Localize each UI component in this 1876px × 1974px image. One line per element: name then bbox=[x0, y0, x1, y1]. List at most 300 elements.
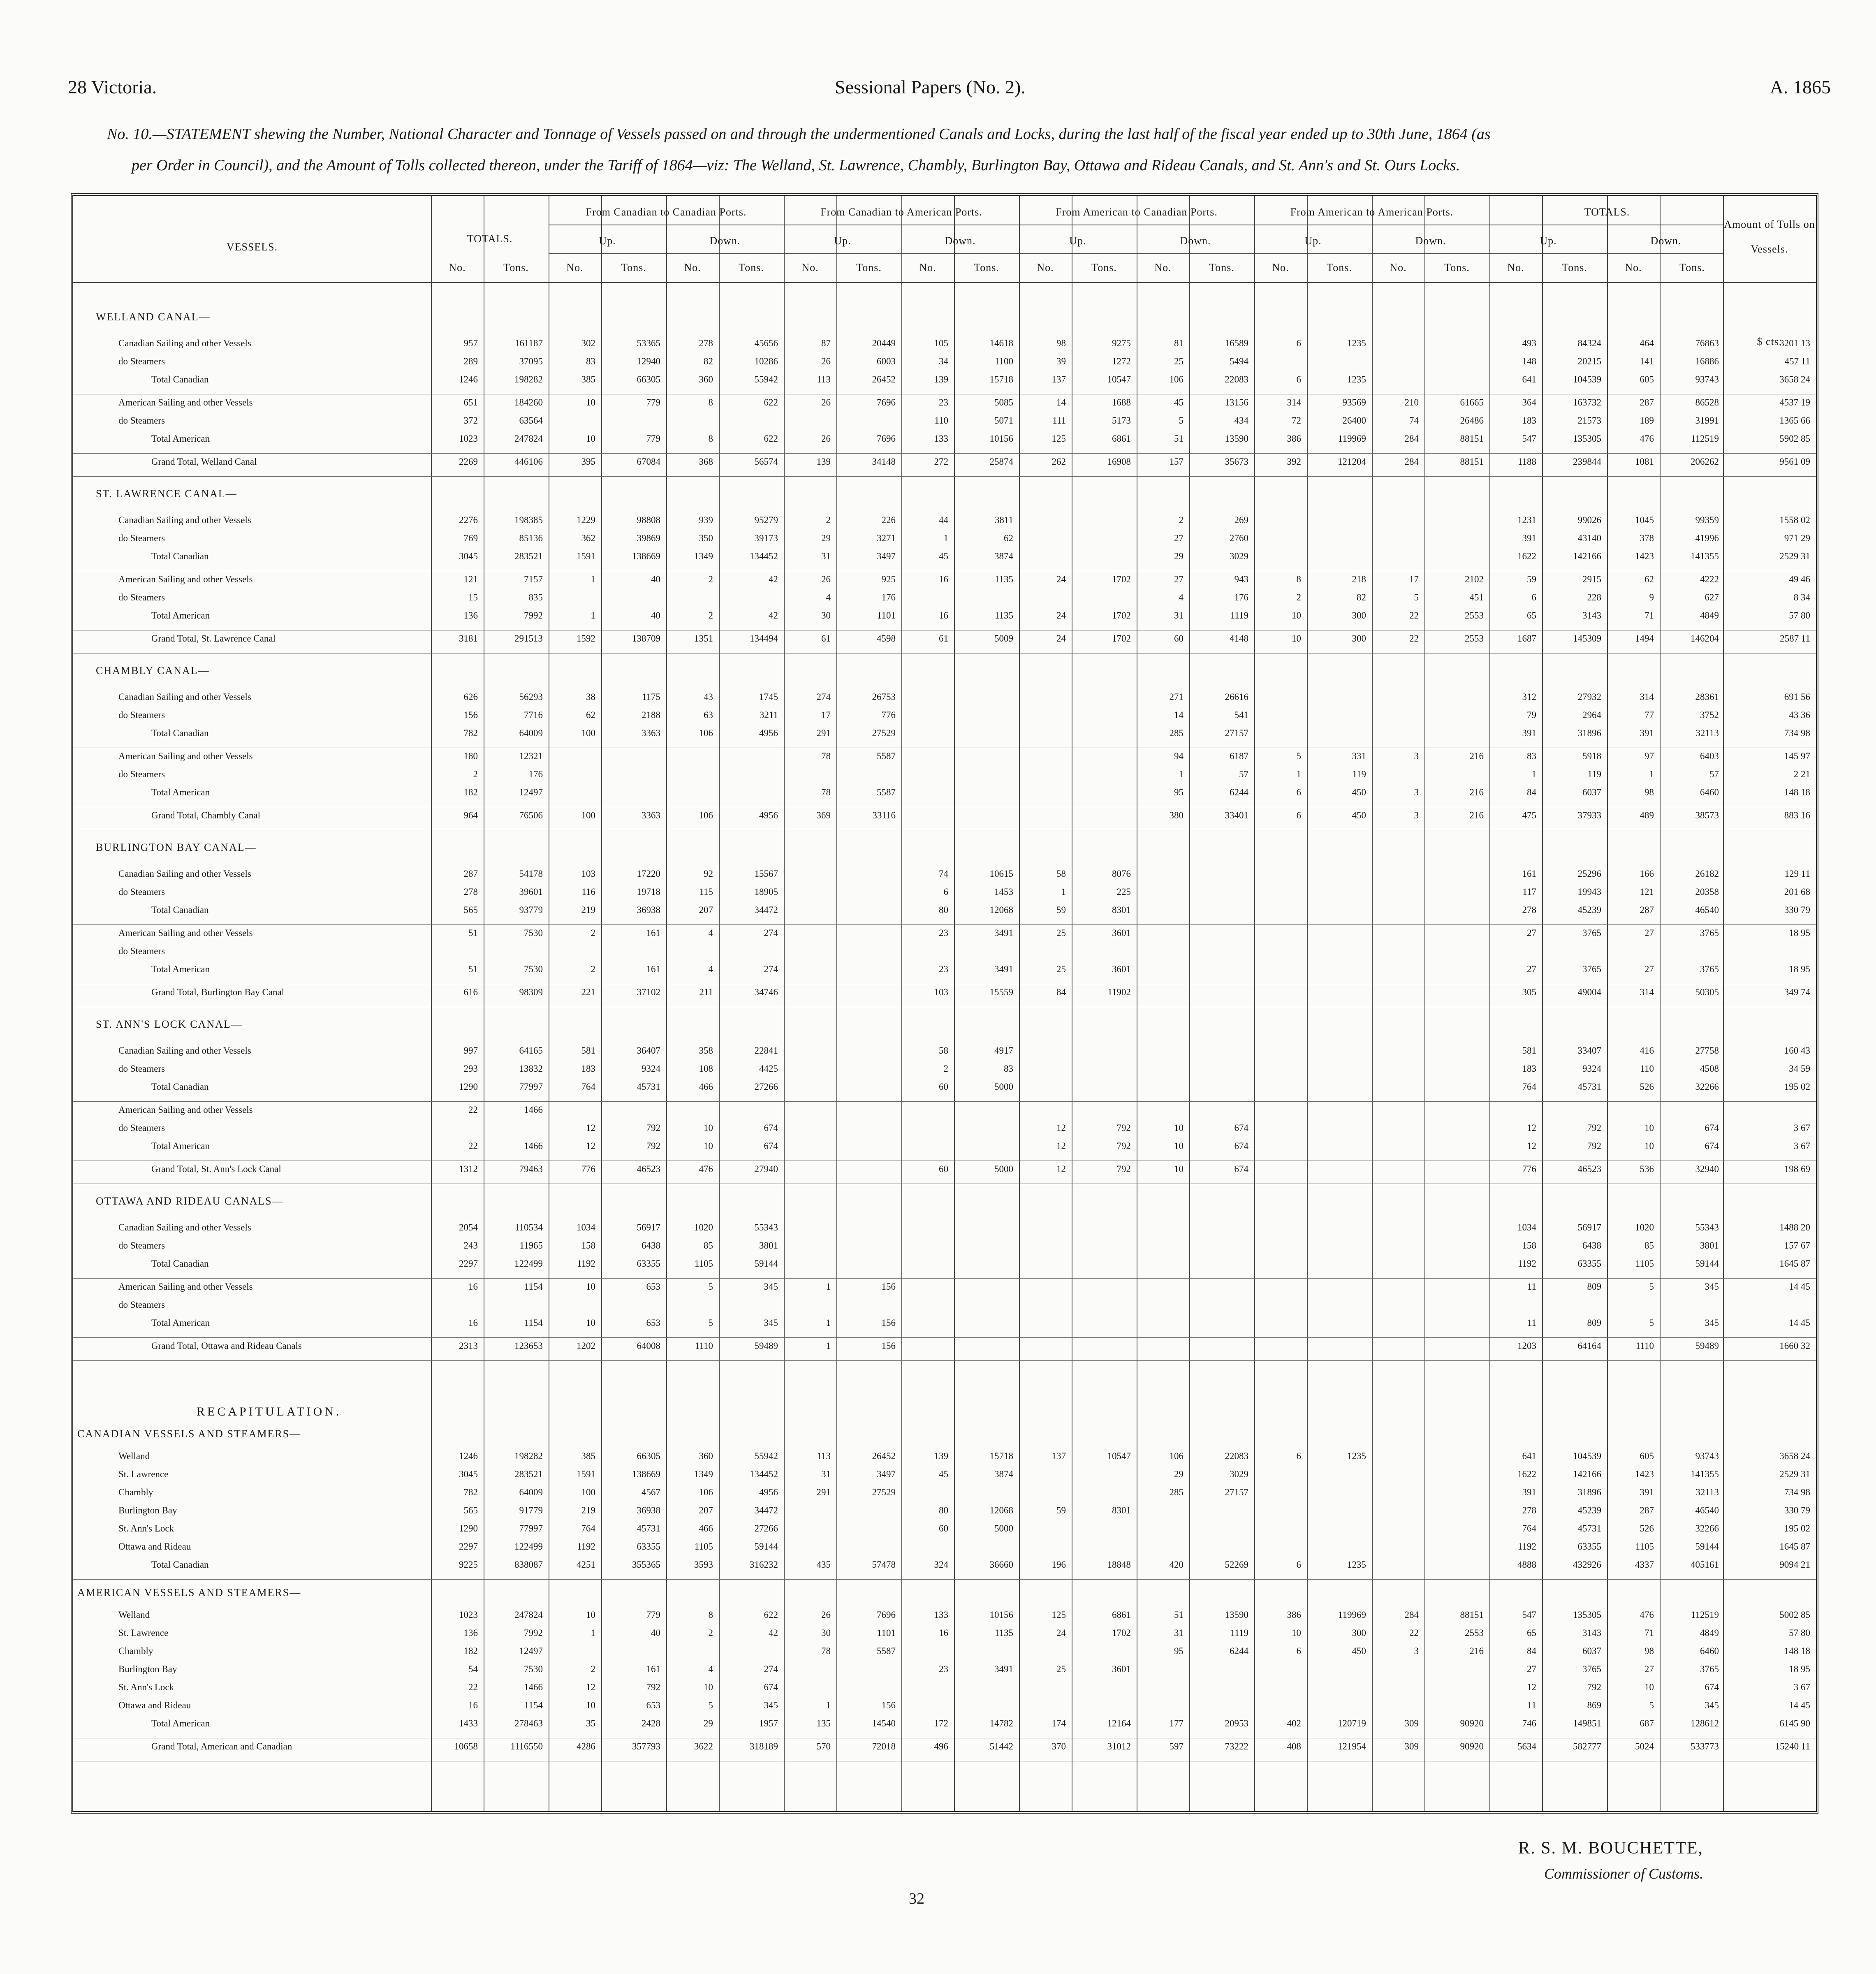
group-header: From American to American Ports. bbox=[1290, 206, 1454, 218]
cell: 792 bbox=[646, 1123, 660, 1133]
cell: 2553 bbox=[1465, 610, 1484, 621]
cell: 391 bbox=[1522, 728, 1536, 738]
cell: 10 bbox=[1174, 1141, 1184, 1151]
cell: 269 bbox=[1234, 515, 1248, 525]
cell: 1349 bbox=[694, 1469, 713, 1479]
row-label: Grand Total, American and Canadian bbox=[151, 1741, 292, 1752]
cell: 80 bbox=[939, 1505, 948, 1515]
cell: 243 bbox=[463, 1240, 478, 1251]
cell: 764 bbox=[1522, 1082, 1536, 1092]
cell: 616 bbox=[463, 987, 478, 997]
cell: 386 bbox=[1287, 1610, 1301, 1620]
cell: 943 bbox=[1234, 574, 1248, 584]
table-row bbox=[73, 415, 1816, 435]
cell: 641 bbox=[1522, 1451, 1536, 1461]
cell: 3593 bbox=[694, 1559, 713, 1570]
cell: 3765 bbox=[1582, 964, 1601, 974]
cell: 113 bbox=[817, 1451, 831, 1461]
cell: 5 bbox=[1296, 751, 1301, 761]
cell: 29 bbox=[704, 1718, 713, 1728]
row-label: Chambly bbox=[118, 1487, 153, 1497]
cell: 3491 bbox=[994, 964, 1013, 974]
cell: 34472 bbox=[754, 1505, 778, 1515]
cell: 3 bbox=[1414, 810, 1419, 820]
cell: 10286 bbox=[754, 356, 778, 366]
cell: 1272 bbox=[1112, 356, 1131, 366]
row-label: St. Lawrence bbox=[118, 1628, 169, 1638]
cell: 26400 bbox=[1342, 415, 1366, 426]
table-row bbox=[73, 1741, 1816, 1761]
cell: 90920 bbox=[1460, 1741, 1484, 1752]
cell: 85 bbox=[704, 1240, 713, 1251]
cell: 2 bbox=[591, 964, 595, 974]
cell: 10 bbox=[586, 1700, 595, 1710]
cell: 674 bbox=[1234, 1141, 1248, 1151]
cell: 3271 bbox=[877, 533, 896, 543]
cell: 135 bbox=[816, 1718, 831, 1728]
cell: 121 bbox=[1640, 887, 1654, 897]
row-label: Total American bbox=[151, 610, 210, 621]
cell: 10 bbox=[1644, 1123, 1654, 1133]
cell: 51 bbox=[468, 964, 478, 974]
cell: 284 bbox=[1404, 1610, 1419, 1620]
cell: 54178 bbox=[519, 869, 543, 879]
cell: 925 bbox=[881, 574, 896, 584]
cell: 1349 bbox=[694, 551, 713, 561]
cell: 5173 bbox=[1112, 415, 1131, 426]
table-row bbox=[73, 728, 1816, 748]
cell: 119 bbox=[1587, 769, 1601, 779]
cell: 129 11 bbox=[1784, 869, 1810, 879]
cell: 206262 bbox=[1691, 456, 1719, 467]
cell: 24 bbox=[1056, 574, 1066, 584]
cell: 271 bbox=[1169, 692, 1184, 702]
cell: 330 79 bbox=[1784, 905, 1810, 915]
cell: 1105 bbox=[694, 1258, 713, 1269]
tons-header: Tons. bbox=[856, 262, 882, 273]
cell: 57 bbox=[1239, 769, 1248, 779]
cell: 24 bbox=[1056, 1628, 1066, 1638]
cell: 1105 bbox=[694, 1541, 713, 1552]
cell: 15718 bbox=[989, 374, 1013, 385]
cell: 3874 bbox=[994, 1469, 1013, 1479]
cell: 10 bbox=[586, 433, 595, 444]
cell: 1488 20 bbox=[1779, 1222, 1810, 1233]
cell: 287 bbox=[463, 869, 478, 879]
cell: 769 bbox=[463, 533, 478, 543]
row-label: Total Canadian bbox=[151, 1258, 209, 1269]
cell: 29 bbox=[1174, 1469, 1184, 1479]
cell: 1 bbox=[1296, 769, 1301, 779]
cell: 6 bbox=[1296, 1559, 1301, 1570]
cell: 5 bbox=[708, 1700, 713, 1710]
cell: 674 bbox=[1234, 1164, 1248, 1174]
row-label: do Steamers bbox=[118, 356, 165, 366]
cell: 115 bbox=[699, 887, 713, 897]
cell: 1023 bbox=[459, 1610, 478, 1620]
cell: 349 74 bbox=[1784, 987, 1810, 997]
cell: 284 bbox=[1404, 433, 1419, 444]
cell: 55942 bbox=[754, 374, 778, 385]
cell: 4 bbox=[826, 592, 831, 602]
section-title: ST. ANN'S LOCK CANAL— bbox=[96, 1018, 243, 1030]
cell: 2553 bbox=[1465, 633, 1484, 644]
title-line-2: per Order in Council), and the Amount of Tolls collected thereon, under the Tariff of 1864—viz: The Welland, St. Lawrence, Chambly, Burlington Bay, Ottawa and Rideau Canals, and St. Ann's and St. Ours Locks. bbox=[132, 157, 1460, 174]
cell: 314 bbox=[1287, 397, 1301, 408]
cell: 1154 bbox=[524, 1700, 543, 1710]
cell: 195 02 bbox=[1784, 1523, 1810, 1534]
cell: 207 bbox=[699, 1505, 713, 1515]
cell: 51 bbox=[1174, 1610, 1184, 1620]
cell: 22 bbox=[468, 1141, 478, 1151]
down-header: Down. bbox=[1650, 235, 1681, 247]
cell: 4222 bbox=[1700, 574, 1719, 584]
cell: 6244 bbox=[1230, 787, 1248, 797]
cell: 957 bbox=[463, 338, 478, 348]
cell: 1188 bbox=[1517, 456, 1536, 467]
cell: 291513 bbox=[514, 633, 543, 644]
cell: 3181 bbox=[459, 633, 478, 644]
cell: 135305 bbox=[1573, 433, 1601, 444]
row-label: Total Canadian bbox=[151, 1082, 209, 1092]
row-label: Canadian Sailing and other Vessels bbox=[118, 1222, 251, 1233]
cell: 141 bbox=[1640, 356, 1654, 366]
cell: 184260 bbox=[514, 397, 543, 408]
cell: 289 bbox=[463, 356, 478, 366]
cell: 139 bbox=[934, 374, 948, 385]
cell: 274 bbox=[764, 1664, 778, 1674]
cell: 1957 bbox=[759, 1718, 778, 1728]
cell: 15567 bbox=[754, 869, 778, 879]
cell: 134452 bbox=[750, 1469, 778, 1479]
cell: 4 bbox=[708, 1664, 713, 1674]
cell: 17220 bbox=[637, 869, 660, 879]
cell: 293 bbox=[463, 1063, 478, 1074]
cell: 60 bbox=[1174, 633, 1184, 644]
table-row bbox=[73, 1718, 1816, 1738]
cell: 12 bbox=[1527, 1682, 1536, 1692]
cell: 83 bbox=[1004, 1063, 1013, 1074]
cell: 64009 bbox=[519, 728, 543, 738]
cell: 20215 bbox=[1577, 356, 1601, 366]
cell: 27 bbox=[1644, 928, 1654, 938]
cell: 5009 bbox=[994, 633, 1013, 644]
cell: 30 bbox=[821, 1628, 831, 1638]
cell: 22 bbox=[468, 1682, 478, 1692]
cell: 16 bbox=[939, 1628, 948, 1638]
cell: 380 bbox=[1169, 810, 1184, 820]
cell: 57 bbox=[1709, 769, 1719, 779]
cell: 45731 bbox=[1577, 1082, 1601, 1092]
cell: 2313 bbox=[459, 1341, 478, 1351]
cell: 3765 bbox=[1700, 964, 1719, 974]
tons-header: Tons. bbox=[1679, 262, 1705, 273]
cell: 95 bbox=[1174, 787, 1184, 797]
cell: 6460 bbox=[1700, 787, 1719, 797]
cell: 278463 bbox=[514, 1718, 543, 1728]
cell: 10 bbox=[1644, 1682, 1654, 1692]
cell: 18905 bbox=[754, 887, 778, 897]
cell: 547 bbox=[1522, 433, 1536, 444]
cell: 180 bbox=[463, 751, 478, 761]
cell: 14 bbox=[1174, 710, 1184, 720]
cell: 6244 bbox=[1230, 1646, 1248, 1656]
cell: 25 bbox=[1174, 356, 1184, 366]
cell: 1192 bbox=[577, 1258, 595, 1269]
cell: 9 bbox=[1649, 592, 1654, 602]
cell: 46523 bbox=[637, 1164, 660, 1174]
cell: 385 bbox=[581, 374, 595, 385]
cell: 262 bbox=[1051, 456, 1066, 467]
row-label: Total American bbox=[151, 1318, 210, 1328]
header-right: A. 1865 bbox=[1769, 76, 1831, 97]
cell: 526 bbox=[1640, 1523, 1654, 1534]
cell: 466 bbox=[699, 1082, 713, 1092]
cell: 391 bbox=[1640, 728, 1654, 738]
cell: 105 bbox=[934, 338, 948, 348]
cell: 1192 bbox=[577, 1541, 595, 1552]
cell: 1 bbox=[1531, 769, 1536, 779]
row-label: American Sailing and other Vessels bbox=[118, 397, 253, 408]
cell: 16 bbox=[939, 610, 948, 621]
cell: 51442 bbox=[989, 1741, 1013, 1752]
cell: 1116550 bbox=[510, 1741, 543, 1752]
group-header: From American to Canadian Ports. bbox=[1056, 206, 1218, 218]
cell: 838087 bbox=[514, 1559, 543, 1570]
cell: 85136 bbox=[519, 533, 543, 543]
cell: 287 bbox=[1640, 397, 1654, 408]
up-header: Up. bbox=[1069, 235, 1086, 247]
cell: 83 bbox=[586, 356, 595, 366]
cell: 22 bbox=[1409, 1628, 1419, 1638]
cell: 2188 bbox=[642, 710, 660, 720]
cell: 45239 bbox=[1577, 1505, 1601, 1515]
cell: 136 bbox=[463, 1628, 478, 1638]
cell: 57478 bbox=[872, 1559, 896, 1570]
cell: 26753 bbox=[872, 692, 896, 702]
cell: 56293 bbox=[519, 692, 543, 702]
cell: 35 bbox=[586, 1718, 595, 1728]
group-header: From Canadian to Canadian Ports. bbox=[586, 206, 747, 218]
cell: 98 bbox=[1056, 338, 1066, 348]
cell: 1081 bbox=[1635, 456, 1654, 467]
cell: 61 bbox=[939, 633, 948, 644]
cell: 883 16 bbox=[1784, 810, 1810, 820]
cell: 2553 bbox=[1465, 1628, 1484, 1638]
cell: 1 bbox=[1179, 769, 1184, 779]
cell: 142166 bbox=[1573, 551, 1601, 561]
tons-header: Tons. bbox=[1562, 262, 1587, 273]
cell: 4567 bbox=[642, 1487, 660, 1497]
cell: 219 bbox=[581, 1505, 595, 1515]
cell: 11 bbox=[1527, 1281, 1536, 1292]
cell: 18 95 bbox=[1789, 928, 1810, 938]
cell: 5 bbox=[1414, 592, 1419, 602]
cell: 103 bbox=[581, 869, 595, 879]
cell: 18848 bbox=[1107, 1559, 1131, 1570]
cell: 12497 bbox=[519, 1646, 543, 1656]
cell: 674 bbox=[1705, 1123, 1719, 1133]
cell: 161 bbox=[646, 1664, 660, 1674]
cell: 451 bbox=[1469, 592, 1484, 602]
cell: 368 bbox=[699, 456, 713, 467]
cell: 4917 bbox=[994, 1045, 1013, 1056]
row-label: do Steamers bbox=[118, 415, 165, 426]
cell: 93743 bbox=[1695, 374, 1719, 385]
table-row bbox=[73, 1628, 1816, 1647]
cell: 1688 bbox=[1112, 397, 1131, 408]
row-label: Burlington Bay bbox=[118, 1505, 177, 1515]
down-header: Down. bbox=[945, 235, 976, 247]
cell: 287 bbox=[1640, 905, 1654, 915]
cell: 45731 bbox=[637, 1523, 660, 1534]
row-label: Grand Total, St. Ann's Lock Canal bbox=[151, 1164, 281, 1174]
cell: 207 bbox=[699, 905, 713, 915]
cell: 139 bbox=[934, 1451, 948, 1461]
cell: 6187 bbox=[1230, 751, 1248, 761]
cell: 31 bbox=[1174, 1628, 1184, 1638]
cell: 22 bbox=[468, 1105, 478, 1115]
cell: 314 bbox=[1640, 692, 1654, 702]
cell: 450 bbox=[1352, 810, 1366, 820]
cell: 76863 bbox=[1695, 338, 1719, 348]
cell: 1494 bbox=[1635, 633, 1654, 644]
cell: 284 bbox=[1404, 456, 1419, 467]
cell: 77997 bbox=[519, 1523, 543, 1534]
table-row bbox=[73, 787, 1816, 807]
cell: 345 bbox=[764, 1281, 778, 1292]
table-row bbox=[73, 533, 1816, 553]
cell: 216 bbox=[1469, 810, 1484, 820]
cell: 32940 bbox=[1695, 1164, 1719, 1174]
cell: 1135 bbox=[994, 574, 1013, 584]
cell: 493 bbox=[1522, 338, 1536, 348]
cell: 1023 bbox=[459, 433, 478, 444]
cell: 45731 bbox=[1577, 1523, 1601, 1534]
cell: 6861 bbox=[1112, 1610, 1131, 1620]
cell: 84 bbox=[1056, 987, 1066, 997]
cell: 65 bbox=[1527, 1628, 1536, 1638]
cell: 110 bbox=[1640, 1063, 1654, 1074]
cell: 121 bbox=[463, 574, 478, 584]
cell: 6460 bbox=[1700, 1646, 1719, 1656]
cell: 653 bbox=[646, 1281, 660, 1292]
cell: 121204 bbox=[1338, 456, 1366, 467]
cell: 300 bbox=[1352, 633, 1366, 644]
cell: 219 bbox=[581, 905, 595, 915]
cell: 36938 bbox=[637, 1505, 660, 1515]
cell: 391 bbox=[1640, 1487, 1654, 1497]
cell: 597 bbox=[1169, 1741, 1184, 1752]
row-label: Ottawa and Rideau bbox=[118, 1541, 191, 1552]
cell: 622 bbox=[764, 433, 778, 444]
cell: 3801 bbox=[759, 1240, 778, 1251]
cell: 4 bbox=[708, 964, 713, 974]
cell: 14 bbox=[1056, 397, 1066, 408]
cell: 12 bbox=[1056, 1164, 1066, 1174]
cell: 81 bbox=[1174, 338, 1184, 348]
cell: 360 bbox=[699, 374, 713, 385]
vessels-header: VESSELS. bbox=[226, 241, 278, 253]
up-header: Up. bbox=[834, 235, 851, 247]
cell: 122499 bbox=[514, 1541, 543, 1552]
cell: 9094 21 bbox=[1779, 1559, 1810, 1570]
cell: 734 98 bbox=[1784, 728, 1810, 738]
cell: 7992 bbox=[524, 1628, 543, 1638]
cell: 142166 bbox=[1573, 1469, 1601, 1479]
table-row bbox=[73, 592, 1816, 612]
cell: 3801 bbox=[1700, 1240, 1719, 1251]
cell: 106 bbox=[1169, 374, 1184, 385]
cell: 61 bbox=[821, 633, 831, 644]
cell: 1202 bbox=[577, 1341, 595, 1351]
cell: 22 bbox=[1409, 633, 1419, 644]
cell: 31 bbox=[1174, 610, 1184, 621]
cell: 37933 bbox=[1577, 810, 1601, 820]
cell: 20449 bbox=[872, 338, 896, 348]
cell: 2964 bbox=[1582, 710, 1601, 720]
cell: 72018 bbox=[872, 1741, 896, 1752]
cell: 26182 bbox=[1695, 869, 1719, 879]
cell: 27 bbox=[1527, 1664, 1536, 1674]
cell: 90920 bbox=[1460, 1718, 1484, 1728]
cell: 362 bbox=[581, 533, 595, 543]
cell: 1466 bbox=[524, 1141, 543, 1151]
cell: 210 bbox=[1404, 397, 1419, 408]
cell: 9324 bbox=[1582, 1063, 1601, 1074]
page-number: 32 bbox=[909, 1890, 924, 1907]
cell: 4956 bbox=[759, 810, 778, 820]
cell: 22083 bbox=[1225, 1451, 1248, 1461]
cell: 1231 bbox=[1517, 515, 1536, 525]
cell: 3765 bbox=[1700, 928, 1719, 938]
cell: 3601 bbox=[1112, 1664, 1131, 1674]
cell: 14618 bbox=[989, 338, 1013, 348]
cell: 2 bbox=[943, 1063, 948, 1074]
table-row bbox=[73, 456, 1816, 477]
cell: 11 bbox=[1527, 1700, 1536, 1710]
cell: 77997 bbox=[519, 1082, 543, 1092]
cell: 300 bbox=[1352, 610, 1366, 621]
cell: 157 bbox=[1169, 456, 1184, 467]
cell: 1105 bbox=[1635, 1541, 1654, 1552]
no-header: No. bbox=[449, 262, 466, 273]
cell: 3765 bbox=[1700, 1664, 1719, 1674]
cell: 95279 bbox=[754, 515, 778, 525]
table-row bbox=[73, 1045, 1816, 1065]
cell: 60 bbox=[939, 1082, 948, 1092]
cell: 792 bbox=[1116, 1123, 1131, 1133]
cell: 2529 31 bbox=[1779, 551, 1810, 561]
cell: 9561 09 bbox=[1779, 456, 1810, 467]
cell: 278 bbox=[1522, 1505, 1536, 1515]
cell: 31896 bbox=[1577, 728, 1601, 738]
cell: 16886 bbox=[1695, 356, 1719, 366]
cell: 40 bbox=[651, 610, 660, 621]
cell: 345 bbox=[1705, 1281, 1719, 1292]
cell: 1 bbox=[1649, 769, 1654, 779]
cell: 45731 bbox=[637, 1082, 660, 1092]
table-row bbox=[73, 1541, 1816, 1561]
cell: 2 bbox=[1296, 592, 1301, 602]
table-row bbox=[73, 1318, 1816, 1338]
cell: 5002 85 bbox=[1779, 1610, 1810, 1620]
cell: 93743 bbox=[1695, 1451, 1719, 1461]
cell: 26 bbox=[821, 1610, 831, 1620]
cell: 138669 bbox=[632, 1469, 660, 1479]
no-header: No. bbox=[801, 262, 819, 273]
cell: 272 bbox=[934, 456, 948, 467]
